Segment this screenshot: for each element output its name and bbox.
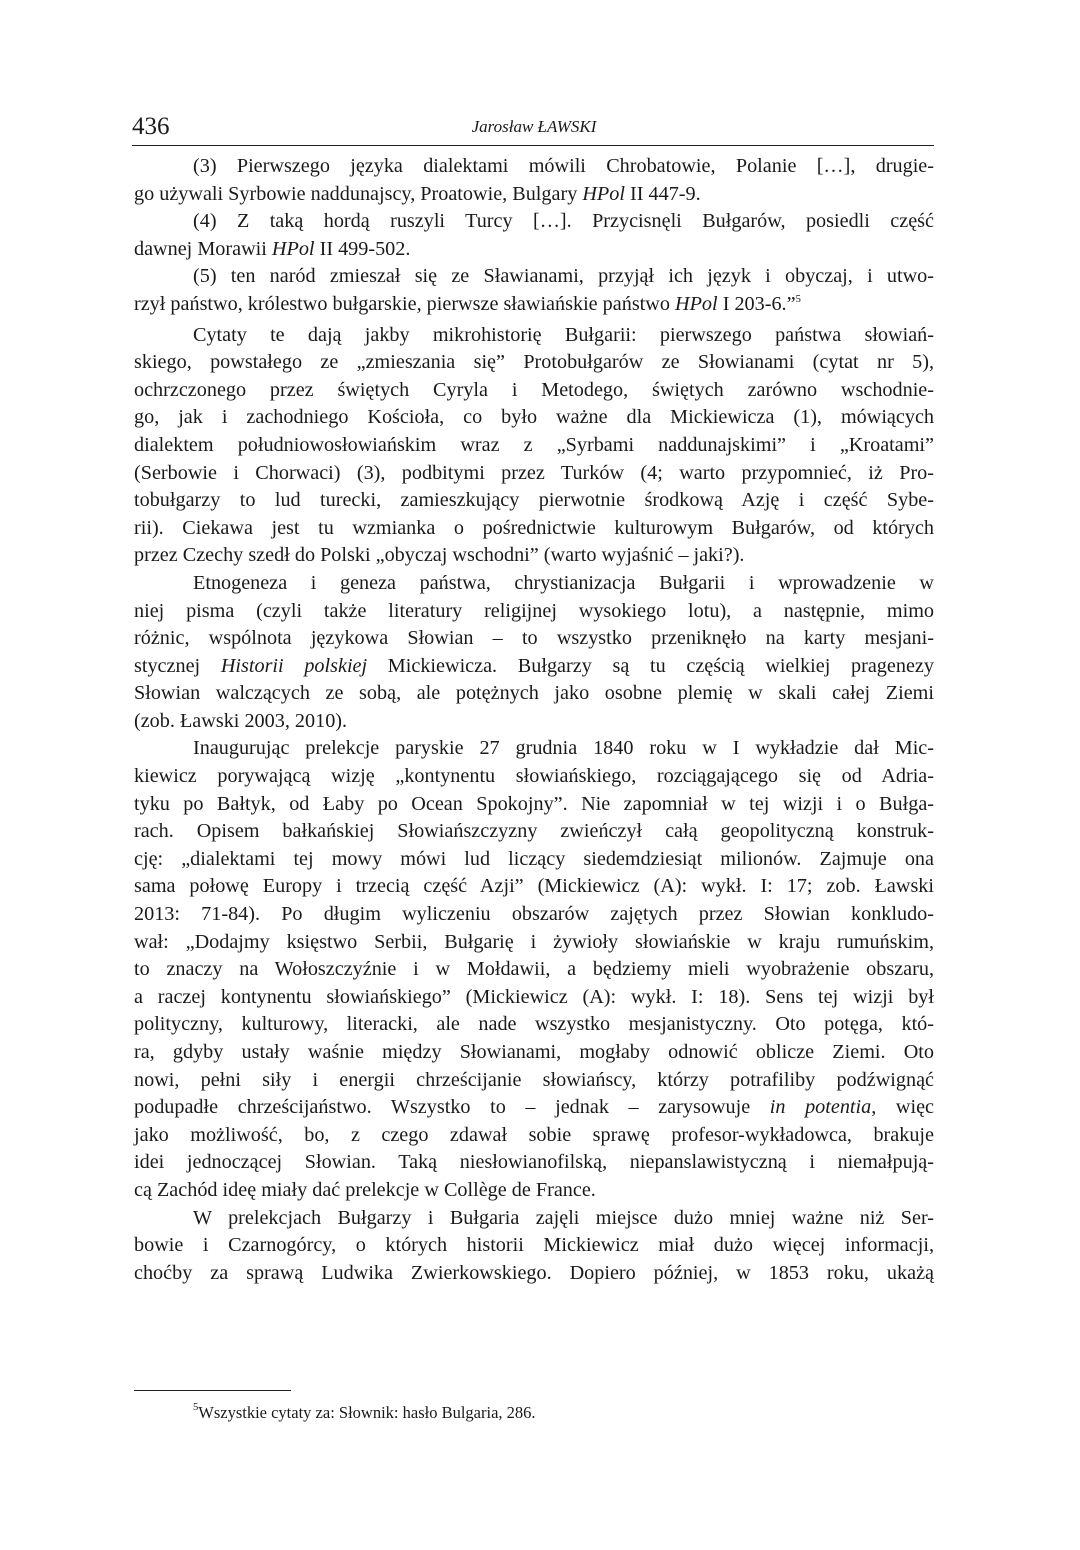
header-rule xyxy=(132,145,934,146)
italic-text: HPol xyxy=(271,237,315,260)
text-line: wał: „Dodajmy księstwo Serbii, Bułgarię i żywioły słowiańskie w kraju rumuńskim, xyxy=(134,930,934,953)
text-line: bowie i Czarnogórcy, o których historii Mickiewicz miał dużo więcej informacji, xyxy=(134,1234,934,1257)
italic-text: HPol xyxy=(582,182,625,205)
text-line: go używali Syrbowie naddunajscy, Proatowie, Bulgary HPol II 447-9. xyxy=(134,182,701,205)
text-line: polityczny, kulturowy, literacki, ale nade wszystko mesjanistyczny. Oto potęga, któ- xyxy=(134,1013,934,1036)
footnote-text: Wszystkie cytaty za: Słownik: hasło Bulgaria, 286. xyxy=(198,1403,536,1422)
text-line: (Serbowie i Chorwaci) (3), podbitymi przez Turków (4; warto przypomnieć, iż Pro- xyxy=(134,461,934,484)
footnote-rule xyxy=(134,1390,291,1391)
text-line: (zob. Ławski 2003, 2010). xyxy=(134,709,348,732)
text-line: jako możliwość, bo, z czego zdawał sobie sprawę profesor-wykładowca, brakuje xyxy=(134,1123,934,1146)
text-line: rach. Opisem bałkańskiej Słowiańszczyzny zwieńczył całą geopolityczną konstruk- xyxy=(134,820,934,843)
text-line: rzył państwo, królestwo bułgarskie, pierwsze sławiańskie państwo HPol I 203-6.”$^5$ xyxy=(134,292,801,315)
text-line: stycznej Historii polskiej Mickiewicza. Bułgarzy są tu częścią wielkiej pragenezy xyxy=(134,654,934,677)
text-line: go, jak i zachodniego Kościoła, co było ważne dla Mickiewicza (1), mówiących xyxy=(134,406,934,429)
running-head: Jarosław ŁAWSKI xyxy=(471,117,597,136)
text-line: Etnogeneza i geneza państwa, chrystianizacja Bułgarii i wprowadzenie w xyxy=(193,571,934,594)
text-line: Cytaty te dają jakby mikrohistorię Bułgarii: pierwszego państwa słowiań- xyxy=(193,323,934,346)
text-line: 2013: 71-84). Po długim wyliczeniu obszarów zajętych przez Słowian konkludo- xyxy=(134,903,934,926)
text-line: przez Czechy szedł do Polski „obyczaj wschodni” (warto wyjaśnić – jaki?). xyxy=(134,544,745,567)
italic-text: in potentia xyxy=(769,1096,872,1119)
text-line: (4) Z taką hordą ruszyli Turcy […]. Przycisnęli Bułgarów, posiedli część xyxy=(193,210,934,233)
body-text xyxy=(134,153,934,1287)
text-line: sama połowę Europy i trzecią część Azji” (Mickiewicz (A): wykł. I: 17; zob. Ławski xyxy=(134,875,934,898)
text-line: tobułgarzy to lud turecki, zamieszkujący pierwotnie środkową Azję i część Sybe- xyxy=(134,489,934,512)
text-line: (5) ten naród zmieszał się ze Sławianami, przyjął ich język i obyczaj, i utwo- xyxy=(193,265,934,288)
footnote-mark: 5 xyxy=(193,1402,199,1413)
text-line: podupadłe chrześcijaństwo. Wszystko to – jednak – zarysowuje in potentia, więc xyxy=(134,1096,934,1119)
text-line: choćby za sprawą Ludwika Zwierkowskiego. Dopiero później, w 1853 roku, ukażą xyxy=(134,1261,934,1284)
text-line: W prelekcjach Bułgarzy i Bułgaria zajęli miejsce dużo mniej ważne niż Ser- xyxy=(193,1206,934,1229)
text-line: tyku po Bałtyk, od Łaby po Ocean Spokojny”. Nie zapomniał w tej wizji i o Bułga- xyxy=(134,792,934,815)
text-line: skiego, powstałego ze „zmieszania się” Protobułgarów ze Słowianami (cytat nr 5), xyxy=(134,351,934,374)
text-line: rii). Ciekawa jest tu wzmianka o pośrednictwie kulturowym Bułgarów, od których xyxy=(134,516,934,539)
footnote xyxy=(193,1402,536,1424)
text-line: dawnej Morawii HPol II 499-502. xyxy=(134,237,411,260)
italic-text: HPol xyxy=(675,292,718,315)
text-line: a raczej kontynentu słowiańskiego” (Mickiewicz (A): wykł. I: 18). Sens tej wizji był xyxy=(134,985,934,1008)
text-line: niej pisma (czyli także literatury religijnej wysokiego lotu), a następnie, mimo xyxy=(134,599,934,622)
text-line: nowi, pełni siły i energii chrześcijanie słowiańscy, którzy potrafiliby podźwignąć xyxy=(134,1068,934,1091)
text-line: Słowian walczących ze sobą, ale potężnych jako osobne plemię w skali całej Ziemi xyxy=(134,682,934,705)
text-line: cą Zachód ideę miały dać prelekcje w Collège de France. xyxy=(134,1178,596,1201)
text-line: różnic, wspólnota językowa Słowian – to wszystko przeniknęło na karty mesjani- xyxy=(134,627,934,650)
text-line: idei jednoczącej Słowian. Taką niesłowianofilską, niepanslawistyczną i niemałpują- xyxy=(134,1151,934,1174)
text-line: Inaugurując prelekcje paryskie 27 grudnia 1840 roku w I wykładzie dał Mic- xyxy=(193,737,934,760)
text-line: to znaczy na Wołoszczyźnie i w Mołdawii, a będziemy mieli wyobrażenie obszaru, xyxy=(134,958,934,981)
text-line: cję: „dialektami tej mowy mówi lud liczący siedemdziesiąt milionów. Zajmuje ona xyxy=(134,847,934,870)
text-line: dialektem południowosłowiańskim wraz z „Syrbami naddunajskimi” i „Kroatami” xyxy=(134,433,934,456)
text-line: kiewicz porywającą wizję „kontynentu słowiańskiego, rozciągającego się od Adria- xyxy=(134,765,934,788)
text-line: (3) Pierwszego języka dialektami mówili Chrobatowie, Polanie […], drugie- xyxy=(193,155,934,177)
footnote-reference: 5 xyxy=(795,293,801,305)
page-number: 436 xyxy=(132,113,170,140)
text-line: ra, gdyby ustały waśnie między Słowianami, mogłaby odnowić oblicze Ziemi. Oto xyxy=(134,1041,934,1063)
italic-text: Historii polskiej xyxy=(220,654,368,677)
text-line: ochrzczonego przez świętych Cyryla i Metodego, świętych zarówno wschodnie- xyxy=(134,378,934,401)
